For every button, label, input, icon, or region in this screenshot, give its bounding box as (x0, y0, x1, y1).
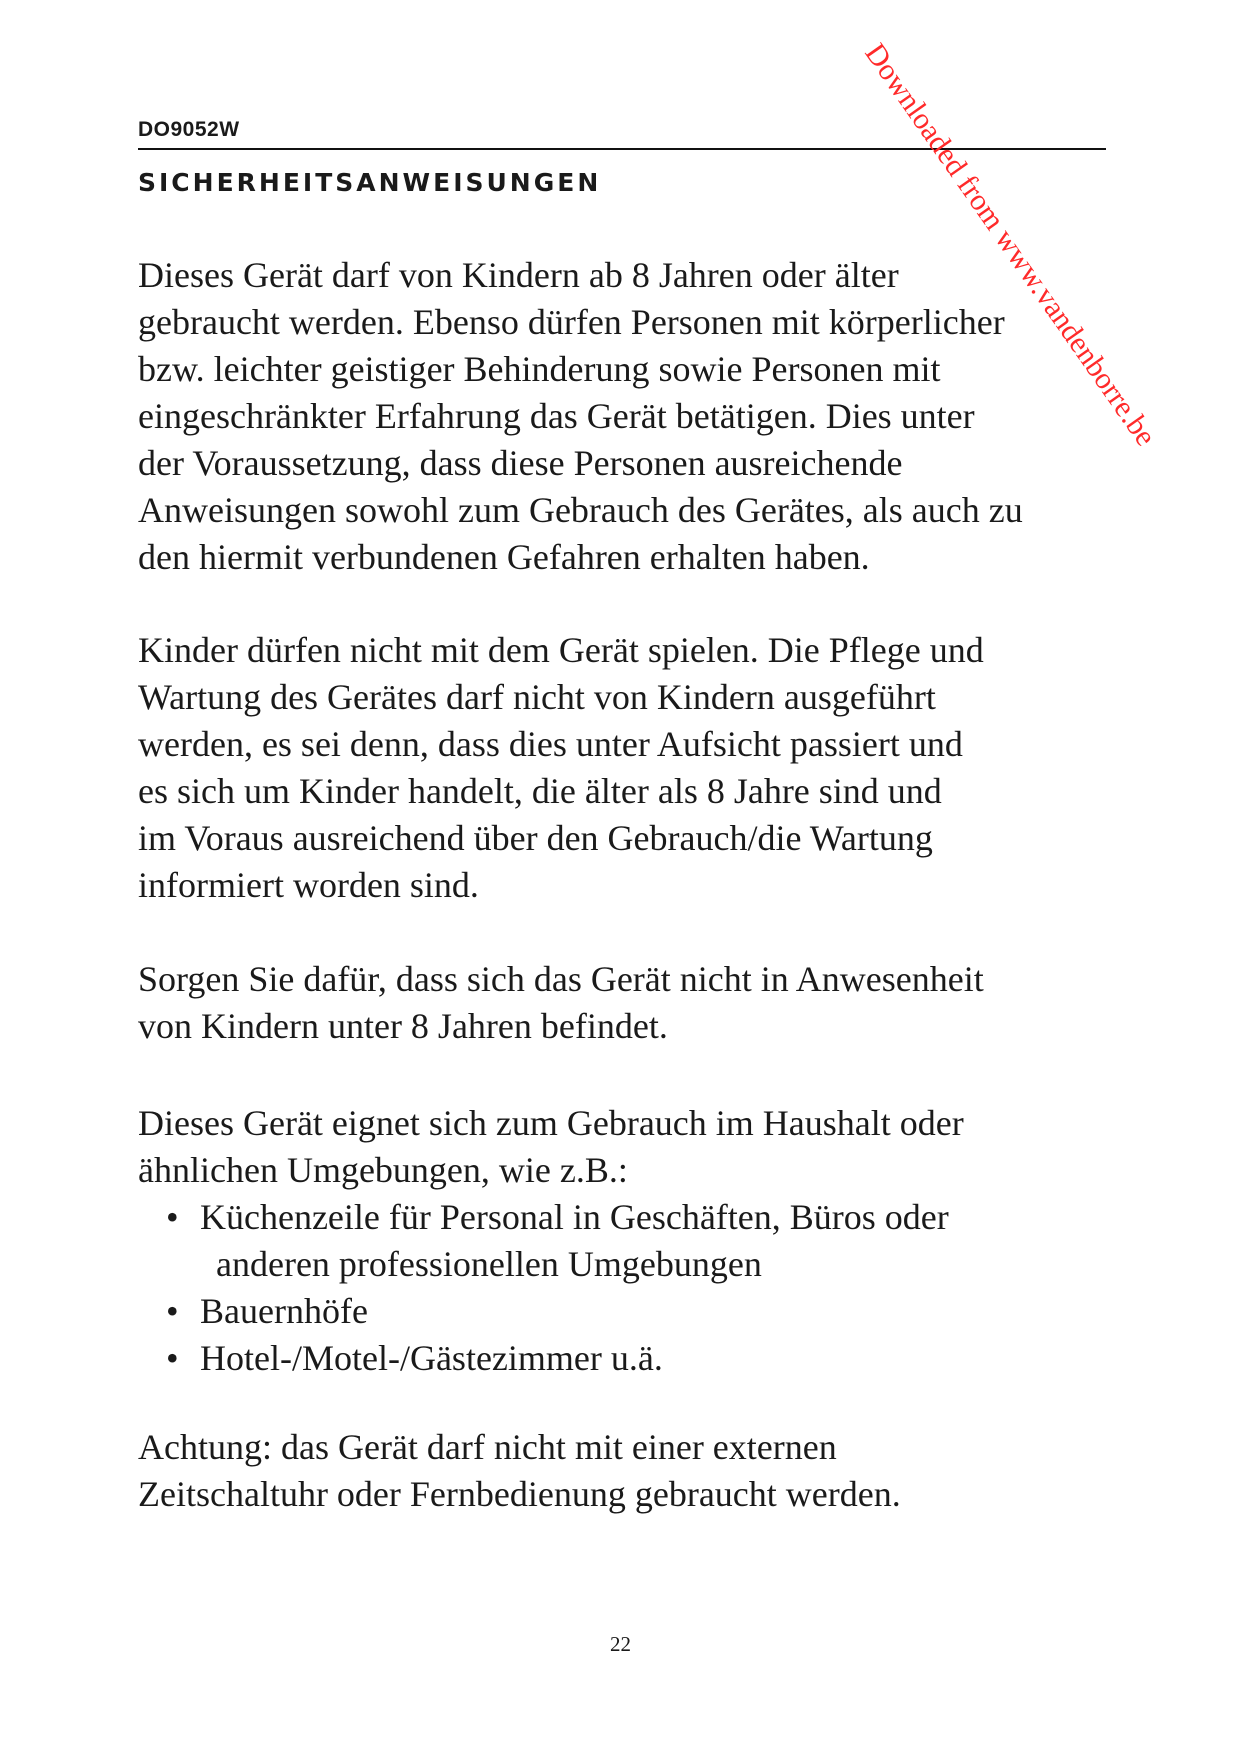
text-line: es sich um Kinder handelt, die älter als 8 Jahre sind und (138, 771, 942, 811)
text-line: Achtung: das Gerät darf nicht mit einer externen (138, 1427, 837, 1467)
text-line: Dieses Gerät darf von Kindern ab 8 Jahren oder älter (138, 255, 899, 295)
text-line: eingeschränkter Erfahrung das Gerät betätigen. Dies unter (138, 396, 975, 436)
list-item (138, 1194, 949, 1288)
list-item (138, 1288, 949, 1335)
list-item-text-continued: anderen professionellen Umgebungen (216, 1244, 762, 1284)
page-number: 22 (610, 1632, 631, 1656)
text-line: Kinder dürfen nicht mit dem Gerät spielen. Die Pflege und (138, 630, 984, 670)
list-item-text: Bauernhöfe (200, 1291, 368, 1331)
bullet-icon: • (166, 1338, 179, 1378)
bullet-icon: • (166, 1291, 179, 1331)
text-line: Wartung des Gerätes darf nicht von Kindern ausgeführt (138, 677, 936, 717)
environment-list (138, 1194, 949, 1382)
paragraph-household-use (138, 1100, 964, 1194)
download-watermark: Downloaded from www.vandenborre.be (858, 37, 1163, 452)
text-line: Zeitschaltuhr oder Fernbedienung gebraucht werden. (138, 1474, 901, 1514)
paragraph-usage-persons (138, 252, 1023, 581)
model-number: DO9052W (138, 118, 240, 141)
text-line: werden, es sei denn, dass dies unter Aufsicht passiert und (138, 724, 963, 764)
text-line: von Kindern unter 8 Jahren befindet. (138, 1006, 668, 1046)
text-line: ähnlichen Umgebungen, wie z.B.: (138, 1150, 628, 1190)
paragraph-children-play (138, 627, 984, 909)
text-line: bzw. leichter geistiger Behinderung sowie Personen mit (138, 349, 941, 389)
list-item-text: Hotel-/Motel-/Gästezimmer u.ä. (200, 1338, 663, 1378)
text-line: der Voraussetzung, dass diese Personen ausreichende (138, 443, 903, 483)
text-line: den hiermit verbundenen Gefahren erhalten haben. (138, 537, 870, 577)
bullet-icon: • (166, 1197, 179, 1237)
list-item (138, 1335, 949, 1382)
page-title: sicherheitsanweisungen (138, 160, 602, 200)
paragraph-children-presence (138, 956, 984, 1050)
text-line: gebraucht werden. Ebenso dürfen Personen mit körperlicher (138, 302, 1005, 342)
text-line: Anweisungen sowohl zum Gebrauch des Gerätes, als auch zu (138, 490, 1023, 530)
list-item-text: Küchenzeile für Personal in Geschäften, Büros oder (200, 1197, 949, 1237)
text-line: im Voraus ausreichend über den Gebrauch/die Wartung (138, 818, 933, 858)
text-line: Dieses Gerät eignet sich zum Gebrauch im Haushalt oder (138, 1103, 964, 1143)
text-line: informiert worden sind. (138, 865, 479, 905)
paragraph-warning (138, 1424, 901, 1518)
text-line: Sorgen Sie dafür, dass sich das Gerät nicht in Anwesenheit (138, 959, 984, 999)
